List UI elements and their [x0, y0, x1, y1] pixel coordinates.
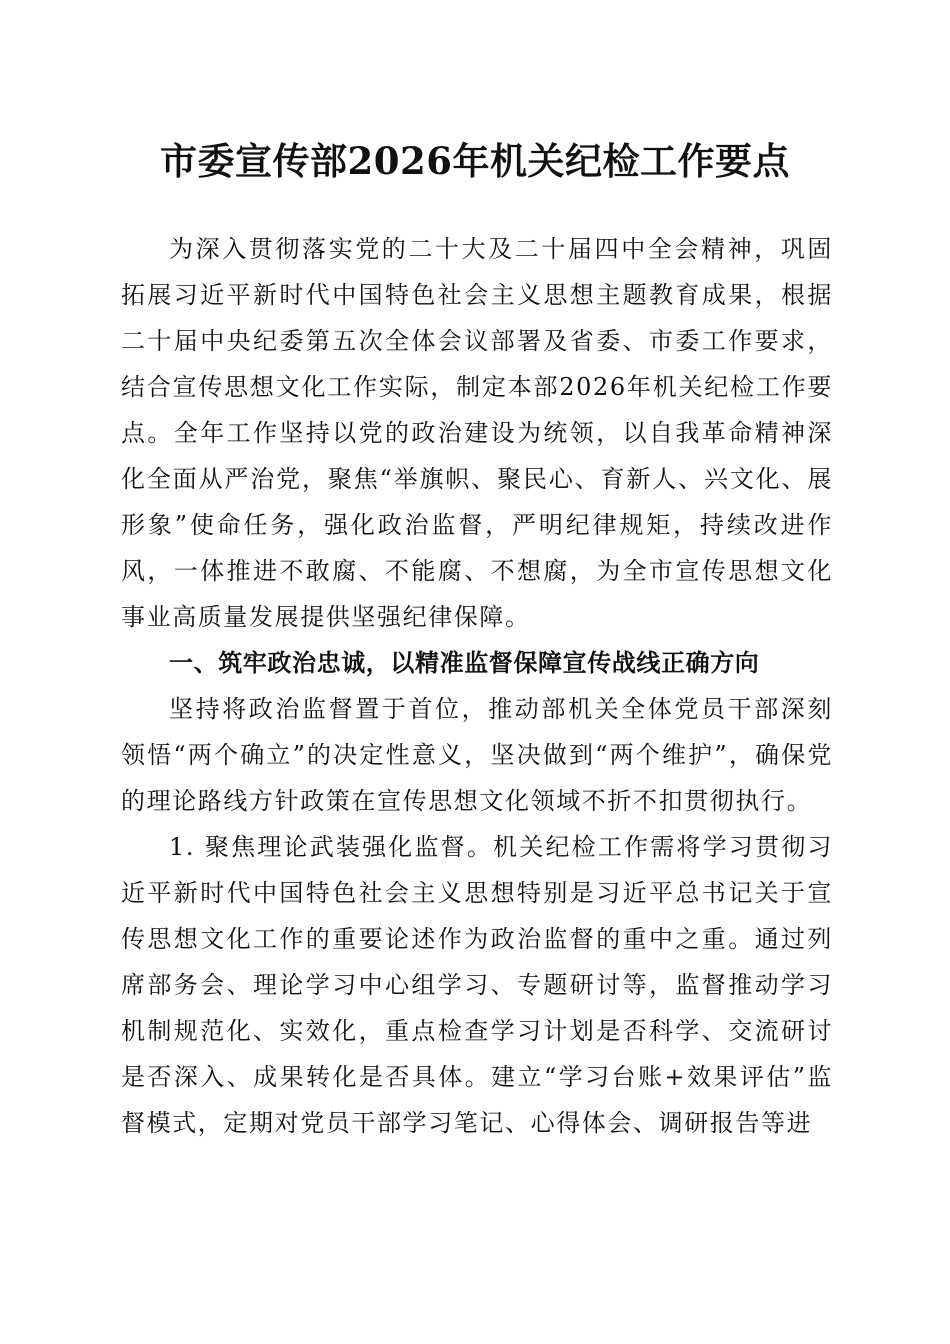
section-1-lead-paragraph: 坚持将政治监督置于首位，推动部机关全体党员干部深刻领悟“两个确立”的决定性意义，坚决做到“两个维护”，确保党的理论路线方针政策在宣传思想文化领域不折不扣贯彻执行。 — [121, 695, 833, 815]
document-title: 市委宣传部2026年机关纪检工作要点 — [160, 139, 790, 183]
section-1-item-1-paragraph: 1. 聚焦理论武装强化监督。机关纪检工作需将学习贯彻习近平新时代中国特色社会主义思想特别是习近平总书记关于宣传思想文化工作的重要论述作为政治监督的重中之重。通过列席部务会、理论学习中心组学习、专题研讨等，监督推动学习机制规范化、实效化，重点检查学习计划是否科学、交流研讨是否深入、成果转化是否具体。建立“学习台账+效果评估”监督模式，定期对党员干部学习笔记、心得体会、调研报告等进 — [121, 833, 833, 1137]
document-body — [121, 226, 833, 1146]
section-1-heading: 一、筑牢政治忠诚，以精准监督保障宣传战线正确方向 — [169, 649, 760, 677]
intro-paragraph: 为深入贯彻落实党的二十大及二十届四中全会精神，巩固拓展习近平新时代中国特色社会主义思想主题教育成果，根据二十届中央纪委第五次全体会议部署及省委、市委工作要求，结合宣传思想文化工作实际，制定本部2026年机关纪检工作要点。全年工作坚持以党的政治建设为统领，以自我革命精神深化全面从严治党，聚焦“举旗帜、聚民心、育新人、兴文化、展形象”使命任务，强化政治监督，严明纪律规矩，持续改进作风，一体推进不敢腐、不能腐、不想腐，为全市宣传思想文化事业高质量发展提供坚强纪律保障。 — [121, 235, 833, 631]
